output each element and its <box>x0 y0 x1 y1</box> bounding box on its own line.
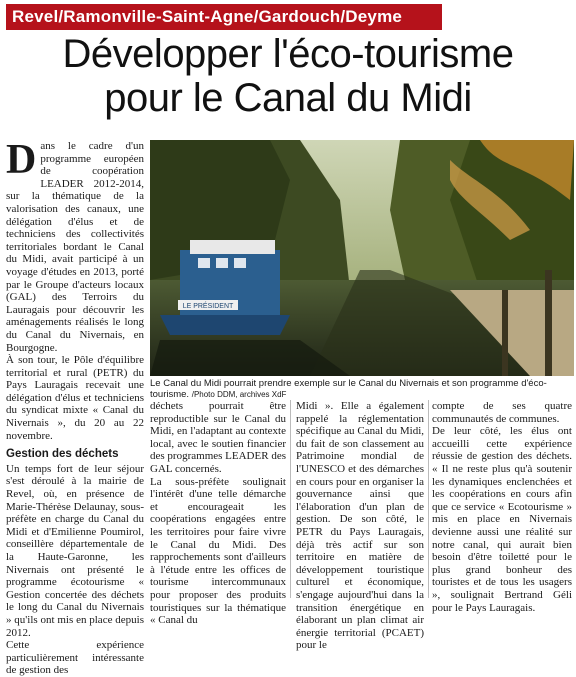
article-column-3 <box>296 400 424 652</box>
subheading: Gestion des déchets <box>6 448 119 461</box>
article-column-1 <box>6 137 144 677</box>
article-photo <box>150 140 574 376</box>
paragraph: À son tour, le Pôle d'équilibre territorial et rural (PETR) du Pays Lauragais recevait une délégation d'élus et techniciens du syndicat mixte « Canal du Nivernais », du 20 au 22 novembre. <box>6 354 144 442</box>
section-kicker: Revel/Ramonville-Saint-Agne/Gardouch/Deyme <box>6 4 442 30</box>
headline-line-1: Développer l'éco-tourisme <box>62 32 514 76</box>
paragraph: La sous-préfète soulignait l'intérêt d'une telle démarche et encourageait les coopérations engagées entre les territoires pour faire vivre le Canal du Midi. Des rapprochements sont d'ailleurs à l'étude entre les offices de tourisme intercommunaux pour proposer des produits touristiques sur la thématique « Canal du <box>150 475 286 627</box>
photo-credit: /Photo DDM, archives XdF <box>191 390 287 399</box>
paragraph: Un temps fort de leur séjour s'est déroulé à la mairie de Revel, où, en présence de Marie-Thérèse Delaunay, sous-préfète en charge du Canal du Midi et d'Emilienne Poumirol, conseillère départementale de la Haute-Garonne, les Nivernais ont présenté le programme écotourisme « Gestion concertée des déchets le long du Canal du Nivernais » qu'ils ont mis en place depuis 2012. <box>6 462 144 639</box>
paragraph: déchets pourrait être reproductible sur le Canal du Midi, en l'adaptant au contexte local, avec le soutien financier des programmes LEADER des GAL concernés. <box>150 400 286 475</box>
headline <box>0 32 576 120</box>
paragraph: Cette expérience particulièrement intéressante de gestion des <box>6 639 144 677</box>
column-divider <box>428 400 429 598</box>
drop-cap: D <box>6 137 37 183</box>
paragraph: Midi ». Elle a également rappelé la réglementation spécifique au Canal du Midi, du fait de son classement au Patrimoine mondial de l'UNESCO et des démarches en cours pour en organiser la gouvernance ainsi que l'élaboration d'un plan de gestion. De son côté, le PETR du Pays Lauragais, déjà très actif sur son territoire en matière de développement touristique culturel et économique, s'engage aujourd'hui dans la transition énergétique en élaborant un plan climat air énergie territorial (PCAET) pour le <box>296 400 424 652</box>
paragraph: ans le cadre d'un programme européen de coopération LEADER 2012-2014, sur la thématique de la valorisation des canaux, une délégation d'élus et de techniciens des collectivités territoriales bordant le Canal du Midi, avait participé à un voyage d'études en 2013, porté par le Groupe d'acteurs locaux (GAL) des Terroirs du Lauragais pour découvrir les aménagements réalisés le long du Canal du Nivernais, en Bourgogne. <box>6 140 144 354</box>
paragraph: De leur côté, les élus ont accueilli cette expérience réussie de gestion des déchets. « Il ne reste plus qu'à soutenir les dynamiques enclenchées et les coopérations en cours afin que ce service « Ecotourisme » mis en place en Nivernais devienne aussi une réalité sur notre canal, qui aurait bien besoin d'être toiletté pour le plus grand bonheur des touristes et de tous les usagers », soulignait Bertrand Géli pour le Pays Lauragais. <box>432 425 572 614</box>
canal-photo-illustration <box>150 140 574 376</box>
barge-name-label: LE PRÉSIDENT <box>182 303 234 310</box>
caption-text: Le Canal du Midi pourrait prendre exemple sur le Canal du Nivernais et son programme d'éco-tourisme. <box>150 378 547 400</box>
headline-line-2: pour le Canal du Midi <box>104 76 472 120</box>
article-column-4 <box>432 400 572 614</box>
photo-caption <box>150 378 574 400</box>
article-column-2 <box>150 400 286 627</box>
column-divider <box>290 400 291 598</box>
paragraph: compte de ses quatre communautés de communes. <box>432 400 572 425</box>
